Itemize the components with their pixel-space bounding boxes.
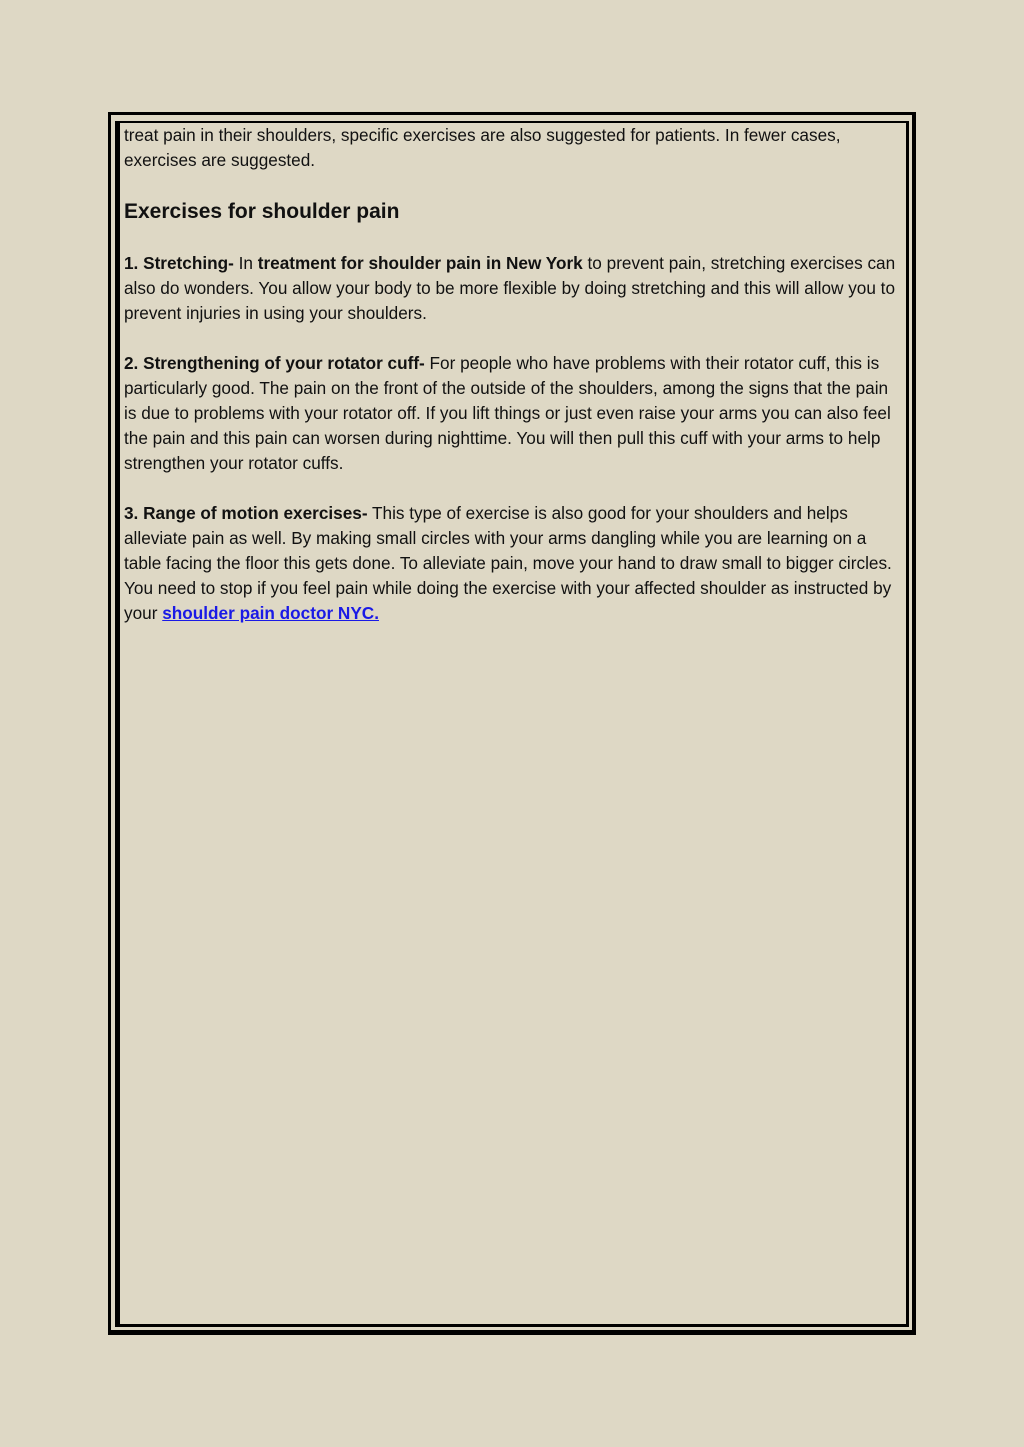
exercise-item-range-of-motion bbox=[124, 501, 900, 626]
exercise-text: This type of exercise is also good for your shoulders and helps alleviate pain as well. By making small circles with your arms dangling while you are learning on a table facing the floor this gets done. To alleviate pain, move your hand to draw small to bigger circles. You need to stop if you feel pain while doing the exercise with your affected shoulder as instructed by your bbox=[124, 503, 892, 623]
keyword-emphasis: treatment for shoulder pain in New York bbox=[257, 253, 583, 273]
exercise-text: For people who have problems with their rotator cuff, this is particularly good. The pain on the front of the outside of the shoulders, among the signs that the pain is due to problems with your rotator off. If you lift things or just even raise your arms you can also feel the pain and this pain can worsen during nighttime. You will then pull this cuff with your arms to help strengthen your rotator cuffs. bbox=[124, 353, 891, 473]
exercise-title: 1. Stretching- bbox=[124, 253, 234, 273]
section-heading: Exercises for shoulder pain bbox=[124, 200, 400, 223]
exercise-title: 2. Strengthening of your rotator cuff- bbox=[124, 353, 425, 373]
document-body bbox=[124, 123, 900, 651]
intro-paragraph: treat pain in their shoulders, specific exercises are also suggested for patients. In fewer cases, exercises are suggested. bbox=[124, 125, 841, 170]
exercise-title: 3. Range of motion exercises- bbox=[124, 503, 368, 523]
doctor-link[interactable]: shoulder pain doctor NYC. bbox=[162, 603, 379, 623]
exercise-item-rotator-cuff bbox=[124, 351, 900, 476]
exercise-item-stretching bbox=[124, 251, 900, 326]
exercise-text: to prevent pain, stretching exercises can also do wonders. You allow your body to be more flexible by doing stretching and this will allow you to prevent injuries in using your shoulders. bbox=[124, 253, 896, 323]
exercise-text: In bbox=[233, 253, 258, 273]
